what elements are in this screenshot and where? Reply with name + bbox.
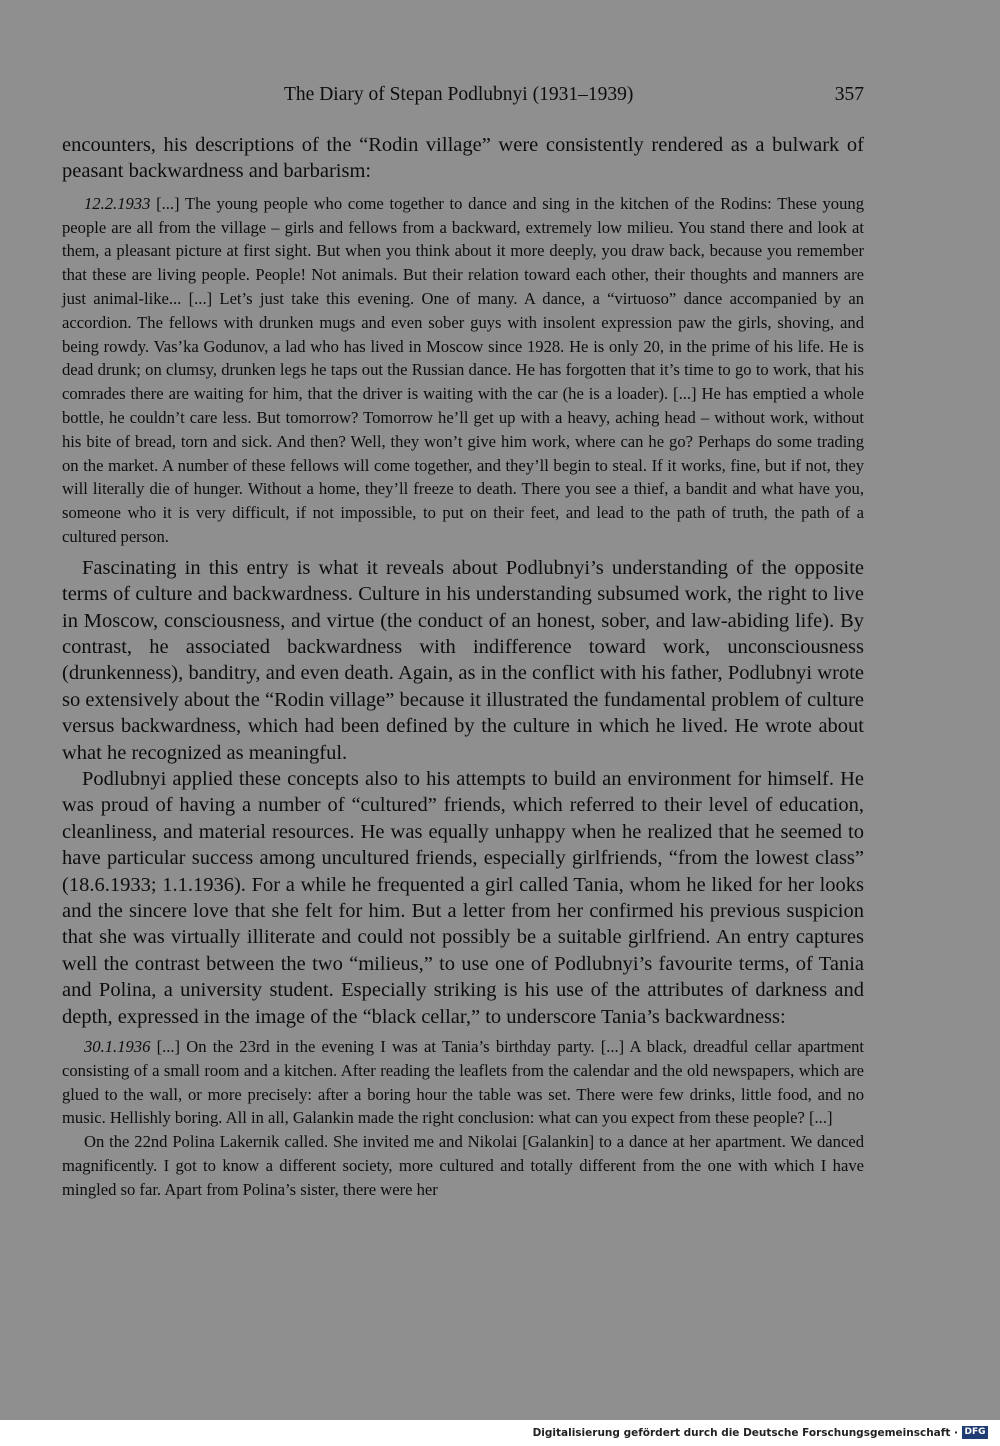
diary-quote-1 [62, 192, 864, 549]
digitization-footer [0, 1420, 1000, 1446]
text-block [62, 132, 864, 1202]
quote-text: [...] The young people who come together to dance and sing in the kitchen of the Rodins: These young people are all from the village – girls and fellows from a backward, extremely low milieu. You stand there and look at them, a pleasant picture at first sight. But when you think about it more deeply, you draw back, because you remember that these are living people. People! Not animals. But their relation toward each other, their thoughts and manners are just animal-like... [...] Let’s just take this evening. One of many. A dance, a “virtuoso” dance accompanied by an accordion. The fellows with drunken mugs and even sober guys with insolent expression paw the girls, shoving, and being rowdy. Vas’ka Godunov, a lad who has lived in Moscow since 1928. He is only 20, in the prime of his life. He is dead drunk; on clumsy, drunken legs he taps out the Russian dance. He has forgotten that it’s time to go to work, that his comrades there are waiting for him, that the driver is waiting with the car (he is a loader). [...] He has emptied a whole bottle, he couldn’t care less. But tomorrow? Tomorrow he’ll get up with a heavy, aching head – without work, without his bite of bread, torn and sick. And then? Well, they won’t give him work, where can he go? Perhaps do some trading on the market. A number of these fellows will come together, and they’ll begin to steal. If it works, fine, but if not, they will literally die of hunger. Without a home, they’ll freeze to death. There you see a thief, a bandit and what have you, someone who it is very difficult, if not impossible, to put on their feet, and lead to the path of truth, the path of a cultured person. [62, 193, 864, 546]
quote-date: 12.2.1933 [84, 193, 151, 213]
body-paragraph-1: encounters, his descriptions of the “Rodin village” were consistently rendered as a bulwark of peasant backwardness and barbarism: [62, 134, 864, 183]
running-title: The Diary of Stepan Podlubnyi (1931–1939) [284, 84, 634, 105]
page-number: 357 [834, 84, 864, 105]
body-paragraph-2: Fascinating in this entry is what it reveals about Podlubnyi’s understanding of the opposite terms of culture and backwardness. Culture in his understanding subsumed work, the right to live in Moscow, consciousness, and virtue (the conduct of an honest, sober, and law-abiding life). By contrast, he associated backwardness with indifference toward work, unconsciousness (drunkenness), banditry, and even death. Again, as in the conflict with his father, Podlubnyi wrote so extensively about the “Rodin village” because it illustrated the fundamental problem of culture versus backwardness, which had been defined by the culture in which he lived. He wrote about what he recognized as meaningful. [62, 556, 864, 764]
diary-quote-3: On the 22nd Polina Lakernik called. She invited me and Nikolai [Galankin] to a dance at her apartment. We danced magnificently. I got to know a different society, more cultured and totally different from the one with which I have mingled so far. Apart from Polina’s sister, there were her [62, 1132, 864, 1199]
diary-quote-2 [62, 1035, 864, 1130]
running-head [62, 84, 864, 110]
quote-date: 30.1.1936 [84, 1037, 151, 1057]
dfg-logo-icon: DFG [962, 1426, 988, 1439]
quote-text: [...] On the 23rd in the evening I was at Tania’s birthday party. [...] A black, dreadful cellar apartment consisting of a small room and a kitchen. After reading the leaflets from the calendar and the old newspapers, which are glued to the wall, or more precisely: after a boring hour the table was set. There were few drinks, little food, and no music. Hellishly boring. All in all, Galankin made the right conclusion: what can you expect from these people? [...] [62, 1037, 864, 1128]
body-paragraph-3: Podlubnyi applied these concepts also to his attempts to build an environment for himself. He was proud of having a number of “cultured” friends, which referred to their level of education, cleanliness, and material resources. He was equally unhappy when he realized that he seemed to have particular success among uncultured friends, especially girlfriends, “from the lowest class” (18.6.1933; 1.1.1936). For a while he frequented a girl called Tania, whom he liked for her looks and the sincere love that she felt for him. But a letter from her confirmed his previous suspicion that she was virtually illiterate and could not possibly be a suitable girlfriend. An entry captures well the contrast between the two “milieus,” to use one of Podlubnyi’s favourite terms, of Tania and Polina, a university student. Especially striking is his use of the attributes of darkness and depth, expressed in the image of the “black cellar,” to underscore Tania’s backwardness: [62, 768, 864, 1028]
footer-note: Digitalisierung gefördert durch die Deutsche Forschungsgemeinschaft · [532, 1427, 958, 1439]
